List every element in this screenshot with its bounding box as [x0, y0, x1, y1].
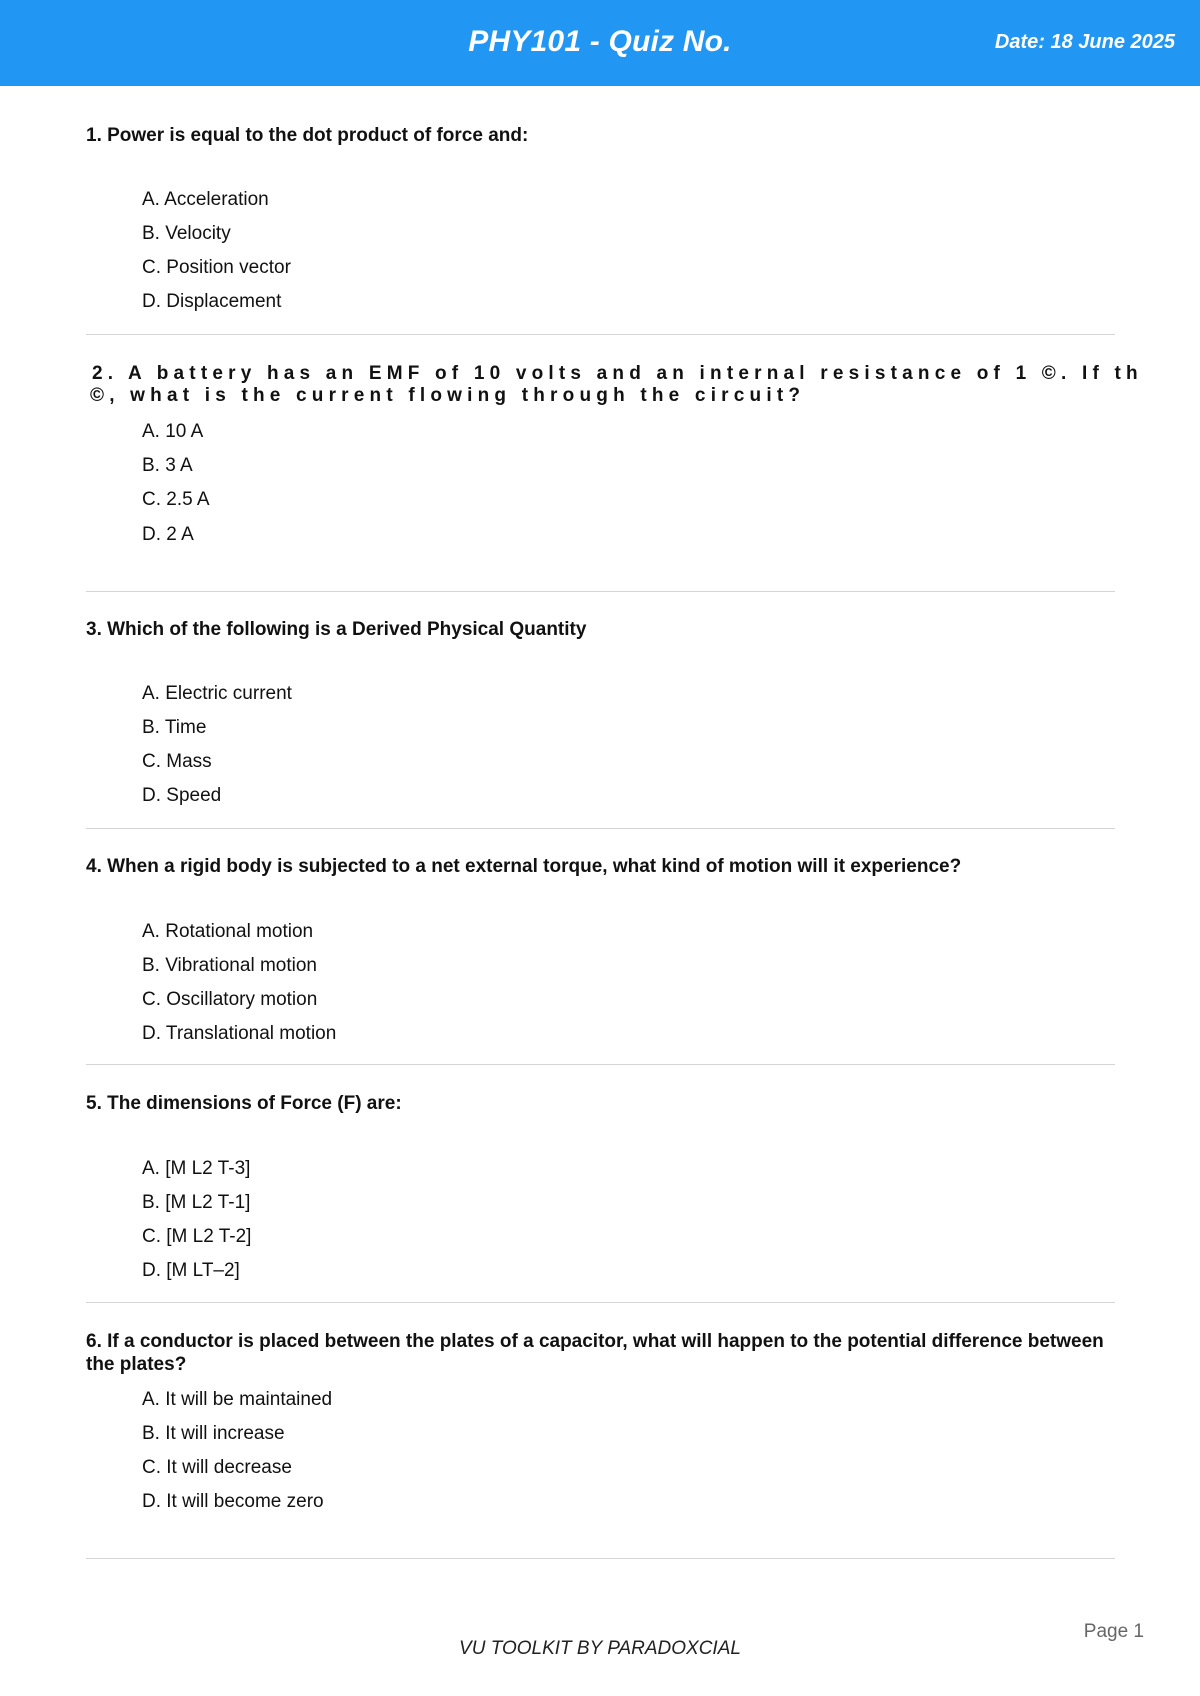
option-a: A. 10 A [142, 421, 204, 442]
question-divider [86, 828, 1115, 829]
option-d: D. It will become zero [142, 1491, 324, 1512]
question-divider [86, 1064, 1115, 1065]
page-number: Page 1 [1083, 1621, 1144, 1642]
question-5 [86, 1092, 1115, 1281]
option-b: B. It will increase [142, 1423, 285, 1444]
option-c: C. Oscillatory motion [142, 989, 318, 1010]
option-c: C. [M L2 T-2] [142, 1226, 252, 1247]
question-6-text: 6. If a conductor is placed between the plates of a capacitor, what will happen to the potential difference between the plates? [86, 1331, 1104, 1375]
question-3-text: 3. Which of the following is a Derived Physical Quantity [86, 619, 587, 640]
question-1-text: 1. Power is equal to the dot product of force and: [86, 125, 529, 146]
question-divider [86, 1302, 1115, 1303]
option-b: B. Velocity [142, 223, 231, 244]
option-c: C. 2.5 A [142, 489, 210, 510]
option-d: D. Displacement [142, 291, 282, 312]
option-a: A. Electric current [142, 683, 292, 704]
option-d: D. 2 A [142, 524, 194, 545]
question-2 [86, 363, 1143, 545]
option-d: D. Speed [142, 785, 222, 806]
option-a: A. [M L2 T-3] [142, 1158, 251, 1179]
question-4 [86, 855, 1115, 1044]
option-a: A. Acceleration [142, 189, 269, 210]
option-b: B. Time [142, 717, 207, 738]
option-c: C. Position vector [142, 257, 291, 278]
quiz-title: PHY101 - Quiz No. [468, 25, 732, 58]
quiz-header [0, 0, 1200, 86]
quiz-date: Date: 18 June 2025 [994, 31, 1175, 53]
question-2-text-line-2: ©, what is the current flowing through the circuit? [90, 385, 806, 406]
question-divider [86, 334, 1115, 335]
option-d: D. [M LT–2] [142, 1260, 240, 1281]
option-a: A. Rotational motion [142, 921, 314, 942]
question-6 [86, 1330, 1115, 1512]
footer-credit: VU TOOLKIT BY PARADOXCIAL [459, 1638, 741, 1659]
question-2-text-line-1: 2. A battery has an EMF of 10 volts and an internal resistance of 1 ©. If th [92, 363, 1143, 384]
question-1 [86, 124, 1115, 312]
option-b: B. Vibrational motion [142, 955, 317, 976]
question-3 [86, 618, 1115, 806]
question-divider [86, 1558, 1115, 1559]
question-5-text: 5. The dimensions of Force (F) are: [86, 1093, 402, 1114]
option-d: D. Translational motion [142, 1023, 337, 1044]
option-c: C. It will decrease [142, 1457, 292, 1478]
question-4-text: 4. When a rigid body is subjected to a net external torque, what kind of motion will it experience? [86, 856, 962, 877]
option-c: C. Mass [142, 751, 212, 772]
option-a: A. It will be maintained [142, 1389, 333, 1410]
option-b: B. 3 A [142, 455, 193, 476]
question-divider [86, 591, 1115, 592]
option-b: B. [M L2 T-1] [142, 1192, 251, 1213]
